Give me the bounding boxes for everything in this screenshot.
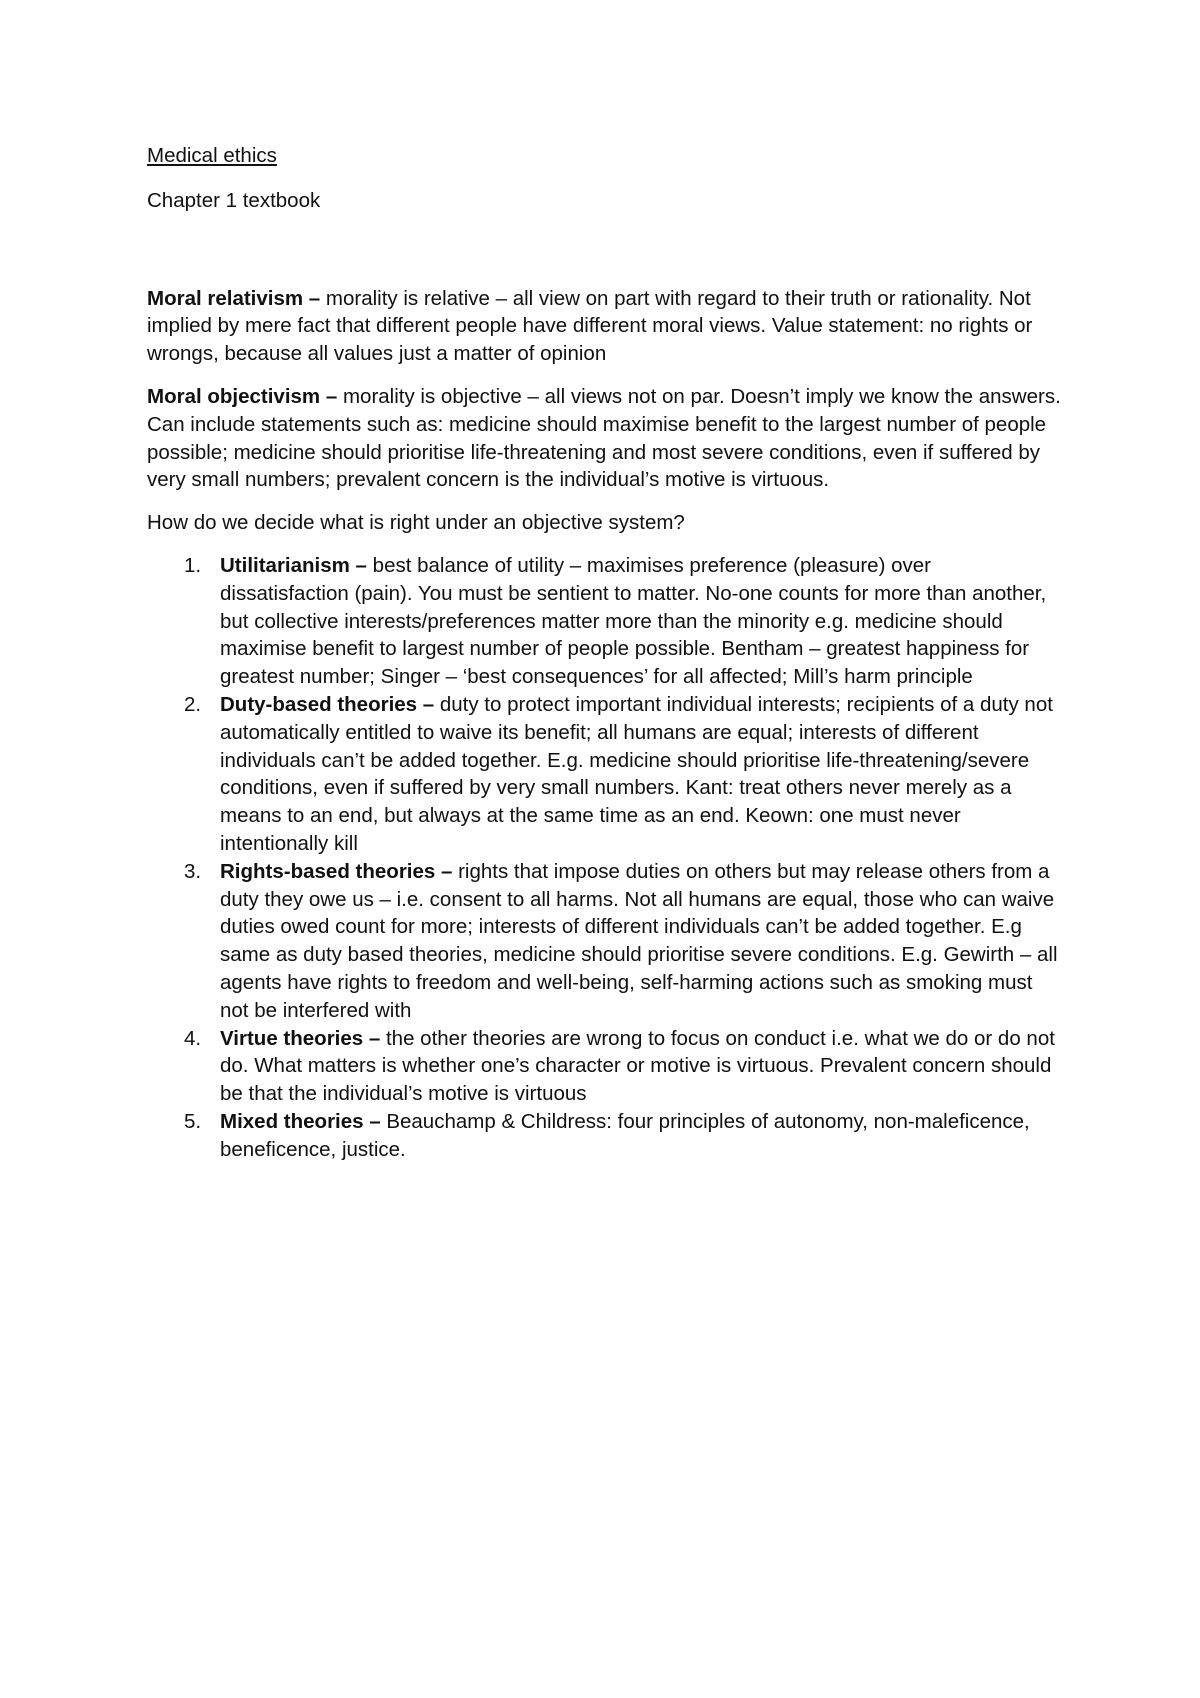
theory-item-virtue bbox=[147, 1025, 1065, 1108]
moral-objectivism-text: morality is objective – all views not on par. Doesn’t imply we know the answers. Can include statements such as: medicine should maximise benefit to the largest number of people possible; medicine should prioritise life-threatening and most severe conditions, even if suffered by very small numbers; prevalent concern is the individual’s motive is virtuous. bbox=[147, 384, 1061, 492]
theory-text: rights that impose duties on others but may release others from a duty they owe us – i.e. consent to all harms. Not all humans are equal, those who can waive duties owed count for more; interests of different individuals can’t be added together. E.g same as duty based theories, medicine should prioritise severe conditions. E.g. Gewirth – all agents have rights to freedom and well-being, self-harming actions such as smoking must not be interfered with bbox=[220, 859, 1058, 1022]
moral-relativism-term: Moral relativism – bbox=[147, 286, 321, 310]
theories-list bbox=[147, 552, 1065, 1164]
document-body bbox=[147, 142, 1065, 1164]
moral-relativism-text: morality is relative – all view on part with regard to their truth or rationality. Not implied by mere fact that different people have different moral views. Value statement: no rights or wrongs, because all values just a matter of opinion bbox=[147, 286, 1033, 366]
moral-objectivism-paragraph bbox=[147, 383, 1065, 494]
theory-term: Rights-based theories – bbox=[220, 859, 453, 883]
theory-term: Duty-based theories – bbox=[220, 692, 435, 716]
theory-text: the other theories are wrong to focus on conduct i.e. what we do or do not do. What matters is whether one’s character or motive is virtuous. Prevalent concern should be that the individual’s motive is virtuous bbox=[220, 1026, 1055, 1106]
theory-text: duty to protect important individual interests; recipients of a duty not automatically entitled to waive its benefit; all humans are equal; interests of different individuals can’t be added together. E.g. medicine should prioritise life-threatening/severe conditions, even if suffered by very small numbers. Kant: treat others never merely as a means to an end, but always at the same time as an end. Keown: one must never intentionally kill bbox=[220, 692, 1053, 855]
theory-item-duty-based bbox=[147, 691, 1065, 858]
theory-term: Utilitarianism – bbox=[220, 553, 367, 577]
theory-item-rights-based bbox=[147, 858, 1065, 1025]
theory-term: Virtue theories – bbox=[220, 1026, 381, 1050]
question-paragraph: How do we decide what is right under an objective system? bbox=[147, 511, 685, 535]
document-title: Medical ethics bbox=[147, 144, 277, 167]
moral-objectivism-term: Moral objectivism – bbox=[147, 384, 338, 408]
moral-relativism-paragraph bbox=[147, 285, 1065, 368]
list-number: 5. bbox=[184, 1109, 202, 1133]
list-number: 4. bbox=[184, 1026, 202, 1050]
document-subtitle: Chapter 1 textbook bbox=[147, 188, 321, 212]
theory-item-mixed bbox=[147, 1108, 1065, 1164]
theory-text: Beauchamp & Childress: four principles of autonomy, non-maleficence, beneficence, justice. bbox=[220, 1109, 1030, 1161]
theory-item-utilitarianism bbox=[147, 552, 1065, 691]
list-number: 2. bbox=[184, 692, 202, 716]
theory-text: best balance of utility – maximises preference (pleasure) over dissatisfaction (pain). You must be sentient to matter. No-one counts for more than another, but collective interests/preferences matter more than the minority e.g. medicine should maximise benefit to largest number of people possible. Bentham – greatest happiness for greatest number; Singer – ‘best consequences’ for all affected; Mill’s harm principle bbox=[220, 553, 1047, 689]
list-number: 1. bbox=[184, 553, 202, 577]
theory-term: Mixed theories – bbox=[220, 1109, 381, 1133]
list-number: 3. bbox=[184, 859, 202, 883]
